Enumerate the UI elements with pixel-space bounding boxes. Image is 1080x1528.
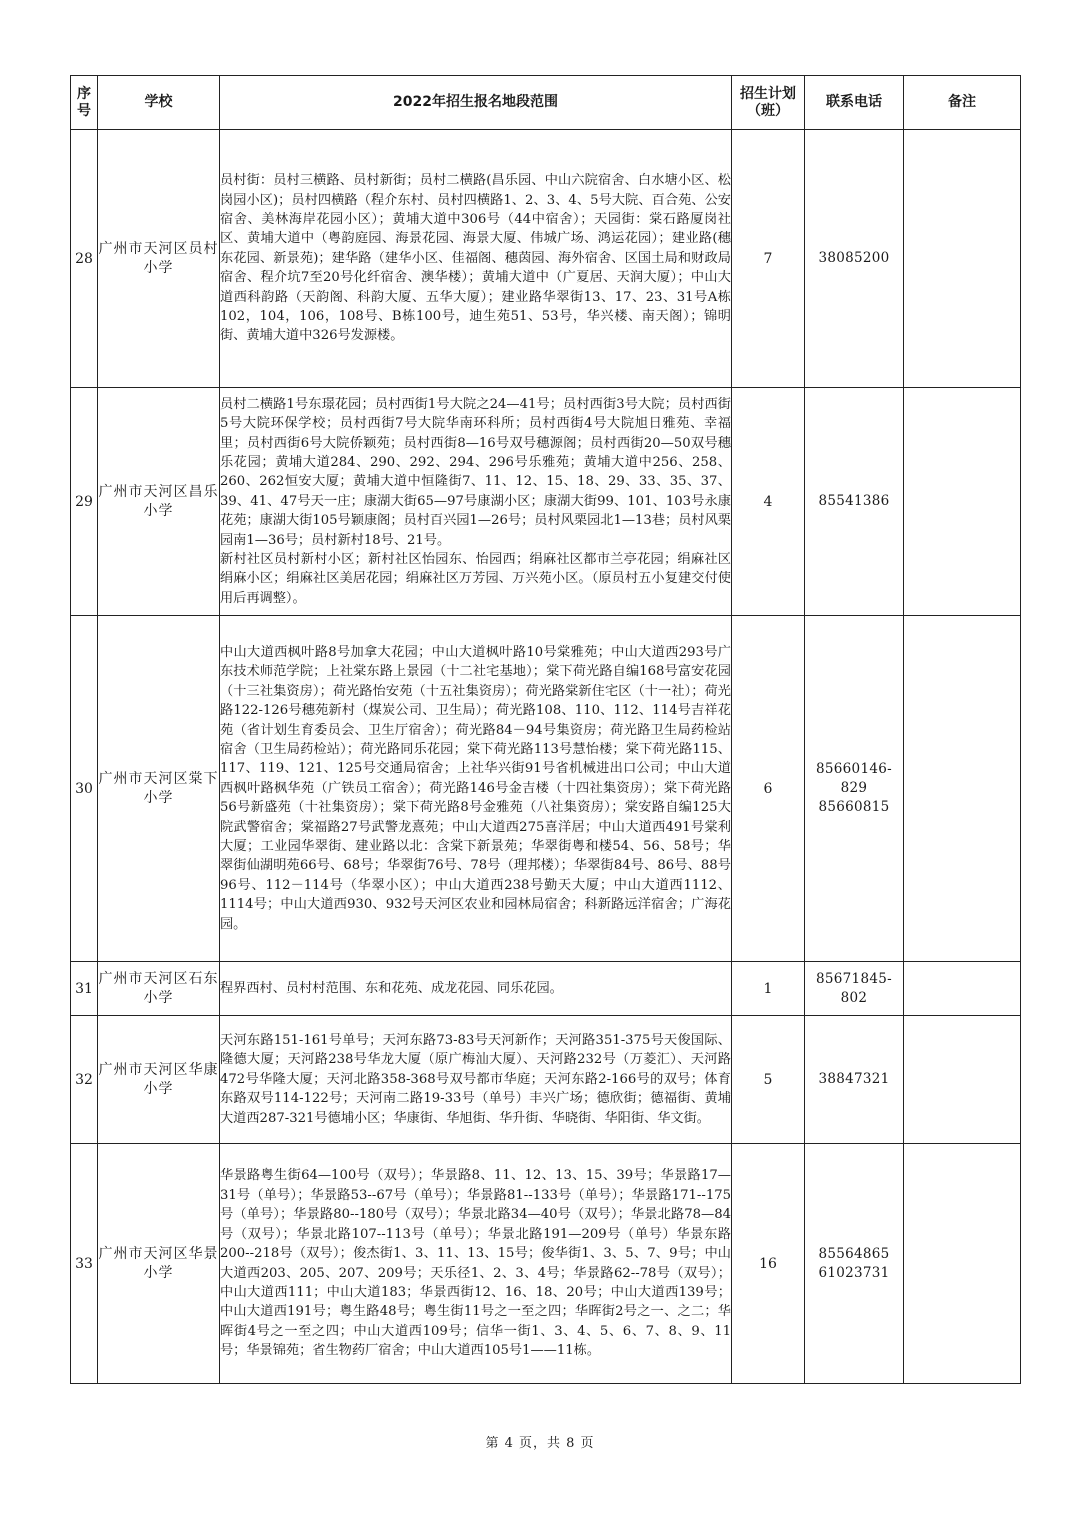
school-name: 广州市天河区华康小学 [98,1016,220,1144]
phone-number: 85564865 [818,1245,890,1262]
table-row [71,388,1021,616]
remarks [904,1016,1021,1144]
table-header-row [71,76,1021,130]
contact-phone [805,388,904,616]
enrollment-range [220,616,732,962]
header-phone: 联系电话 [805,76,904,130]
phone-number: 85541386 [818,493,890,509]
table-row [71,1144,1021,1384]
row-index: 32 [71,1016,98,1144]
remarks [904,1144,1021,1384]
school-name: 广州市天河区棠下小学 [98,616,220,962]
table-row [71,962,1021,1016]
table-row [71,1016,1021,1144]
contact-phone [805,962,904,1016]
phone-number: 61023731 [818,1264,890,1281]
row-index: 31 [71,962,98,1016]
header-school: 学校 [98,76,220,130]
range-text: 中山大道西枫叶路8号加拿大花园；中山大道枫叶路10号棠雅苑；中山大道西293号广东技术师范学院；上社棠东路上景园（十二社宅基地）；棠下荷光路自编168号富安花园（十三社集资房）；荷光路怡安苑（十五社集资房）；荷光路棠新住宅区（十一社）；荷光路122-126号穗苑新村（煤炭公司、卫生局）；荷光路108、110、112、114号吉祥花苑（省计划生育委员会、卫生厅宿舍）；荷光路84－94号集资房；荷光路卫生局药检站宿舍（卫生局药检站）；荷光路同乐花园；棠下荷光路113号慧怡楼；棠下荷光路115、117、119、121、125号交通局宿舍；上社华兴街91号省机械进出口公司；中山大道西枫叶路枫华苑（广铁员工宿舍）；荷光路146号金吉楼（十四社集资房）；棠下荷光路56号新盛苑（十社集资房）；棠下荷光路8号金雅苑（八社集资房）；棠安路自编125大院武警宿舍；棠福路27号武警龙熹苑；中山大道西275喜洋居；中山大道西491号棠利大厦；工业园华翠街、建业路以北：含棠下新景苑；华翠街粤和楼54、56、58号；华翠街仙湖明苑66号、68号；华翠街76号、78号（理邦楼）；华翠街84号、86号、88号96号、112－114号（华翠小区）；中山大道西238号勤天大厦；中山大道西1112、1114号；中山大道西930、932号天河区农业和园林局宿舍；科新路远洋宿舍；广海花园。 [220,644,731,932]
phone-number: 38847321 [818,1071,890,1087]
range-text: 华景路粤生街64—100号（双号）；华景路8、11、12、13、15、39号；华景路17—31号（单号）；华景路53--67号（单号）；华景路81--133号（单号）；华景路171--175号（单号）；华景路80--180号（双号）；华景北路34—40号（双号）；华景北路78—84号（双号）；华景北路107--113号（单号）；华景北路191—209号（单号）华景东路200--218号（双号）；俊杰街1、3、11、13、15号；俊华街1、3、5、7、9号；中山大道西203、205、207、209号；天乐径1、2、3、4号；华景路62--78号（双号）；中山大道西111；中山大道183；华景西街12、16、18、20号；中山大道西139号；中山大道西191号；粤生路48号；粤生街11号之一至之四；华晖街2号之一、之二；华晖街4号之一至之四；中山大道西109号；信华一街1、3、4、5、6、7、8、9、11号；华景锦苑；省生物药厂宿舍；中山大道西105号1——11栋。 [220,1168,731,1359]
enrollment-plan: 6 [732,616,805,962]
row-index: 33 [71,1144,98,1384]
enrollment-range [220,388,732,616]
enrollment-plan: 5 [732,1016,805,1144]
enrollment-range [220,962,732,1016]
enrollment-range [220,1144,732,1384]
enrollment-plan: 1 [732,962,805,1016]
range-text: 员村街：员村三横路、员村新街；员村二横路(昌乐园、中山六院宿舍、白水塘小区、松岗园小区)；员村四横路（程介东村、员村四横路1、2、3、4、5号大院、百合苑、公安宿舍、美林海岸花园小区）；黄埔大道中306号（44中宿舍）；天园街：棠石路厦岗社区、黄埔大道中（粤韵庭园、海景花园、海景大厦、伟城广场、鸿运花园）；建业路(穗东花园、新景苑)；建华路（建华小区、佳福阁、穗茵园、海外宿舍、区国土局和财政局宿舍、程介坑7至20号化纤宿舍、澳华楼）；黄埔大道中（广夏居、天润大厦）；中山大道西科韵路（天韵阁、科韵大厦、五华大厦）；建业路华翠街13、17、23、31号A栋102，104，106，108号、B栋100号，迪生苑51、53号，华兴楼、南天阁）；锦明街、黄埔大道中326号发源楼。 [220,173,731,344]
header-range: 2022年招生报名地段范围 [220,76,732,130]
school-name: 广州市天河区员村小学 [98,130,220,388]
table-row [71,616,1021,962]
remarks [904,388,1021,616]
enrollment-table [70,75,1021,1384]
row-index: 30 [71,616,98,962]
header-note: 备注 [904,76,1021,130]
remarks [904,130,1021,388]
phone-number: 38085200 [818,250,890,266]
phone-number: 85671845-802 [816,970,892,1006]
school-name: 广州市天河区华景小学 [98,1144,220,1384]
enrollment-plan: 7 [732,130,805,388]
header-index: 序号 [71,76,98,130]
school-name: 广州市天河区石东小学 [98,962,220,1016]
page-footer: 第 4 页，共 8 页 [485,1436,595,1451]
enrollment-range [220,130,732,388]
range-text-extra: 新村社区员村新村小区；新村社区怡园东、怡园西；绢麻社区都市兰亭花园；绢麻社区绢麻小区；绢麻社区美居花园；绢麻社区万芳园、万兴苑小区。（原员村五小复建交付使用后再调整）。 [220,552,731,606]
range-text: 员村二横路1号东璟花园；员村西街1号大院之24—41号；员村西街3号大院；员村西街5号大院环保学校；员村西街7号大院华南环科所；员村西街4号大院旭日雅苑、幸福里；员村西街6号大院侨颖苑；员村西街8—16号双号穗源阁；员村西街20—50双号穗乐花园；黄埔大道284、290、292、294、296号乐雅苑；黄埔大道中256、258、260、262恒安大厦；黄埔大道中恒隆街7、11、12、15、18、29、33、35、37、39、41、47号天一庄；康湖大街65—97号康湖小区；康湖大街99、101、103号永康花苑；康湖大街105号颖康阁；员村百兴园1—26号；员村风栗园北1—13巷；员村风栗园南1—36号；员村新村18号、21号。 [220,396,731,548]
range-text: 天河东路151-161号单号；天河东路73-83号天河新作；天河路351-375号天俊国际、隆德大厦；天河路238号华龙大厦（原广梅汕大厦）、天河路232号（万菱汇）、天河路472号华隆大厦；天河北路358-368号双号都市华庭；天河东路2-166号的双号；体育东路双号114-122号；天河南二路19-33号（单号）丰兴广场；德欣街；德福街、黄埔大道西287-321号德埔小区；华康街、华旭街、华升街、华晓街、华阳街、华文街。 [220,1032,731,1126]
table-row [71,130,1021,388]
enrollment-range [220,1016,732,1144]
contact-phone [805,1016,904,1144]
row-index: 29 [71,388,98,616]
enrollment-plan: 4 [732,388,805,616]
contact-phone [805,1144,904,1384]
phone-number: 85660815 [818,799,890,815]
remarks [904,962,1021,1016]
phone-number: 85660146-829 [816,761,892,796]
contact-phone [805,130,904,388]
header-plan: 招生计划（班） [732,76,805,130]
school-name: 广州市天河区昌乐小学 [98,388,220,616]
range-text: 程界西村、员村村范围、东和花苑、成龙花园、同乐花园。 [220,980,563,996]
row-index: 28 [71,130,98,388]
remarks [904,616,1021,962]
contact-phone [805,616,904,962]
enrollment-plan: 16 [732,1144,805,1384]
